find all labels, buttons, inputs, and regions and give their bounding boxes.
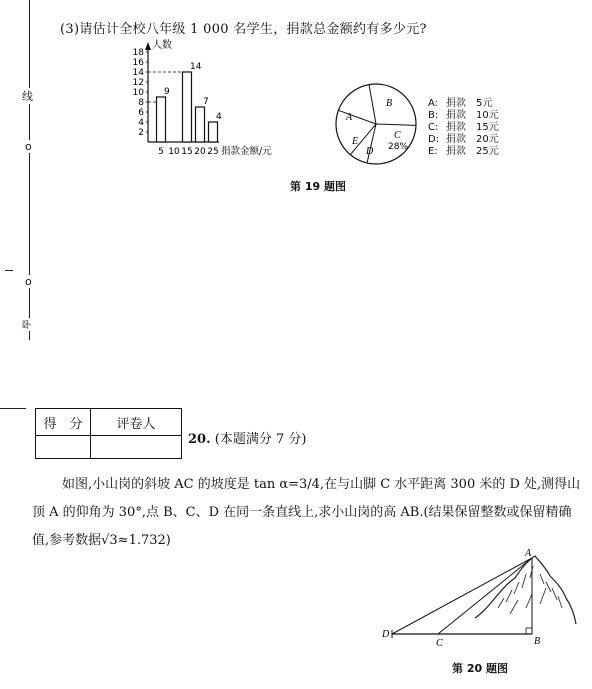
y-axis-arrow — [145, 42, 151, 50]
legend-item-e: E: 捐款 25元 — [428, 146, 499, 157]
y-axis-label: 人数 — [152, 40, 172, 51]
y-tick-label: 10 — [132, 88, 144, 98]
x-axis-label: 捐款金额/元 — [221, 146, 272, 157]
bar-data-label: 7 — [203, 97, 209, 107]
score-cell[interactable] — [36, 436, 91, 459]
x-tick-label: 5 — [158, 147, 164, 157]
y-tick-label: 18 — [132, 48, 144, 58]
legend-item-d: D: 捐款 20元 — [428, 134, 499, 145]
question-3-text: (3)请估计全校八年级 1 000 名学生，捐款总金额约有多少元? — [60, 22, 427, 37]
score-label: 得 分 — [36, 409, 91, 436]
margin-mark-top: 线 — [22, 90, 33, 103]
pie-chart — [328, 78, 424, 166]
y-tick-label: 12 — [132, 78, 144, 88]
figure-19-caption: 第 19 题图 — [290, 180, 346, 193]
problem-20-number: 20. — [188, 432, 211, 447]
y-tick-label: 14 — [132, 68, 144, 78]
pie-label-a: A — [346, 112, 353, 123]
bar-data-label: 9 — [164, 87, 170, 97]
problem-20-header — [188, 428, 306, 447]
bar-15 — [183, 72, 192, 142]
margin-mark-low: o — [25, 275, 32, 288]
margin-tick — [5, 270, 13, 271]
pie-label-c: C — [394, 130, 401, 141]
bar-5 — [157, 97, 166, 142]
legend-item-c: C: 捐款 15元 — [428, 122, 499, 133]
problem-20-line-3: 值,参考数据√3≈1.732) — [32, 533, 171, 548]
y-tick-label: 8 — [138, 98, 144, 108]
grader-label: 评卷人 — [91, 409, 182, 436]
label-B: B — [534, 636, 541, 647]
figure-20-caption: 第 20 题图 — [452, 662, 508, 675]
score-rule — [0, 408, 26, 409]
line-CA — [438, 558, 532, 634]
pie-percent-c: 28% — [388, 142, 409, 152]
margin-mark-mid: o — [25, 140, 32, 153]
problem-20-points: (本题满分 7 分) — [214, 432, 307, 447]
label-D: D — [382, 629, 390, 640]
mountain-outline — [475, 556, 576, 624]
pie-legend — [428, 98, 499, 158]
bar-chart — [110, 38, 300, 163]
margin-mark-bottom: 卧 — [22, 318, 31, 331]
y-tick-label: 6 — [138, 108, 144, 118]
x-tick-label: 10 — [168, 147, 180, 157]
figure-20-diagram — [380, 548, 580, 648]
y-tick-label: 16 — [132, 58, 144, 68]
label-C: C — [436, 638, 443, 648]
problem-20-line-1: 如图,小山岗的斜坡 AC 的坡度是 tan α=3/4,在与山脚 C 水平距离 300 米的 D 处,测得山 — [62, 477, 581, 492]
y-tick-label: 4 — [138, 118, 144, 128]
line-DA — [392, 558, 532, 634]
margin-binding-line — [29, 0, 30, 340]
legend-item-a: A: 捐款 5元 — [428, 98, 493, 109]
bar-data-label: 14 — [190, 62, 202, 72]
pie-label-e: E — [352, 136, 359, 147]
y-tick-label: 2 — [138, 128, 144, 138]
bar-25 — [209, 122, 218, 142]
mountain-hatching — [498, 566, 562, 614]
legend-item-b: B: 捐款 10元 — [428, 110, 499, 121]
x-tick-label: 20 — [194, 147, 206, 157]
pie-label-d: D — [366, 146, 374, 157]
bar-20 — [196, 107, 205, 142]
pie-label-b: B — [386, 98, 393, 109]
label-A: A — [525, 548, 532, 559]
x-tick-label: 25 — [207, 147, 219, 157]
grader-cell[interactable] — [91, 436, 182, 459]
right-angle-mark — [526, 628, 532, 634]
bar-data-label: 4 — [216, 112, 222, 122]
problem-20-line-2: 顶 A 的仰角为 30°,点 B、C、D 在同一条直线上,求小山岗的高 AB.(结果保留整数或保留精确 — [32, 505, 572, 520]
score-table — [35, 408, 182, 459]
x-tick-label: 15 — [181, 147, 193, 157]
